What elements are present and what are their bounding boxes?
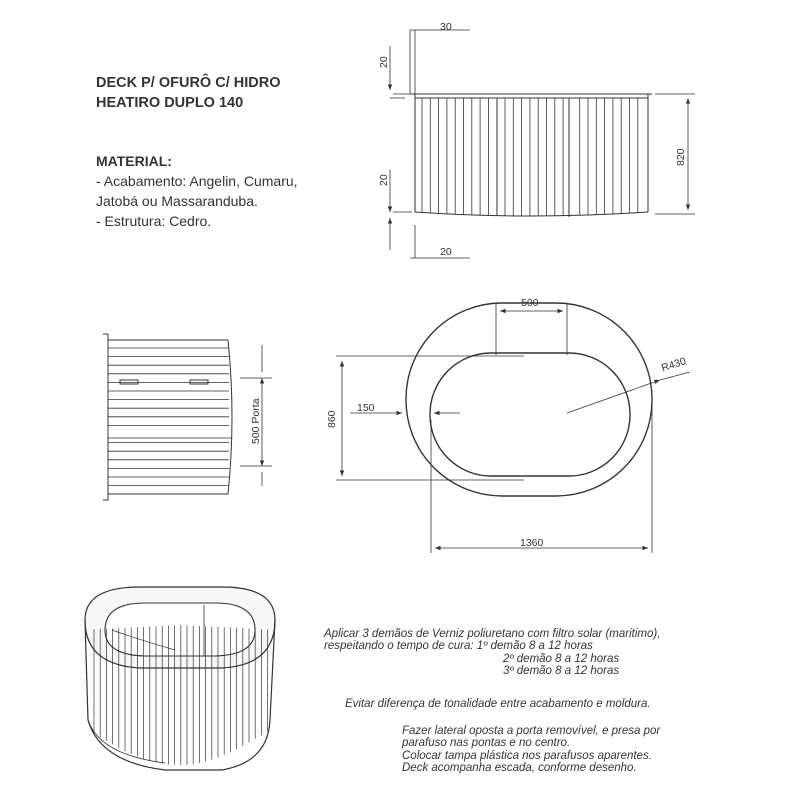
material-heading: MATERIAL: bbox=[96, 153, 172, 169]
perspective-view bbox=[85, 587, 275, 770]
dim-door: 500 Porta bbox=[250, 398, 262, 444]
front-elevation-view bbox=[103, 334, 272, 500]
material-line: Jatobá ou Massaranduba. bbox=[96, 193, 258, 209]
dim-top-width: 30 bbox=[440, 21, 452, 33]
dim-total-width: 860 bbox=[326, 410, 338, 428]
side-elevation-view bbox=[390, 30, 695, 258]
material-line: - Estrutura: Cedro. bbox=[96, 213, 212, 229]
note-assembly: Deck acompanha escada, conforme desenho. bbox=[402, 762, 637, 774]
drawing-title-line1: DECK P/ OFURÔ C/ HIDRO bbox=[96, 75, 281, 91]
material-line: - Acabamento: Angelin, Cumaru, bbox=[96, 173, 298, 189]
dim-total-length: 1360 bbox=[520, 537, 544, 549]
note-varnish: 2º demão 8 a 12 horas bbox=[503, 653, 620, 665]
dim-side-offset: 20 bbox=[378, 174, 390, 186]
note-varnish: respeitando o tempo de cura: 1º demão 8 a 12 horas bbox=[324, 640, 593, 652]
dim-bottom-width: 20 bbox=[440, 246, 452, 258]
note-varnish: Aplicar 3 demãos de Verniz poliuretano com filtro solar (maritimo), bbox=[324, 628, 661, 640]
note-assembly: Colocar tampa plástica nos parafusos aparentes. bbox=[402, 750, 652, 762]
note-varnish: 3º demão 8 a 12 horas bbox=[503, 665, 620, 677]
plan-view bbox=[336, 303, 690, 553]
dim-height: 820 bbox=[675, 148, 687, 166]
dim-top-offset: 20 bbox=[378, 56, 390, 68]
dim-straight-length: 500 bbox=[521, 297, 539, 309]
note-tone: Evitar diferença de tonalidade entre acabamento e moldura. bbox=[345, 698, 651, 710]
drawing-title-line2: HEATIRO DUPLO 140 bbox=[96, 95, 244, 111]
note-assembly: parafuso nas pontas e no centro. bbox=[402, 737, 571, 749]
dim-radius: R430 bbox=[660, 355, 688, 375]
note-assembly: Fazer lateral oposta a porta removível, e presa por bbox=[402, 725, 661, 737]
dim-rim-width: 150 bbox=[357, 402, 375, 414]
